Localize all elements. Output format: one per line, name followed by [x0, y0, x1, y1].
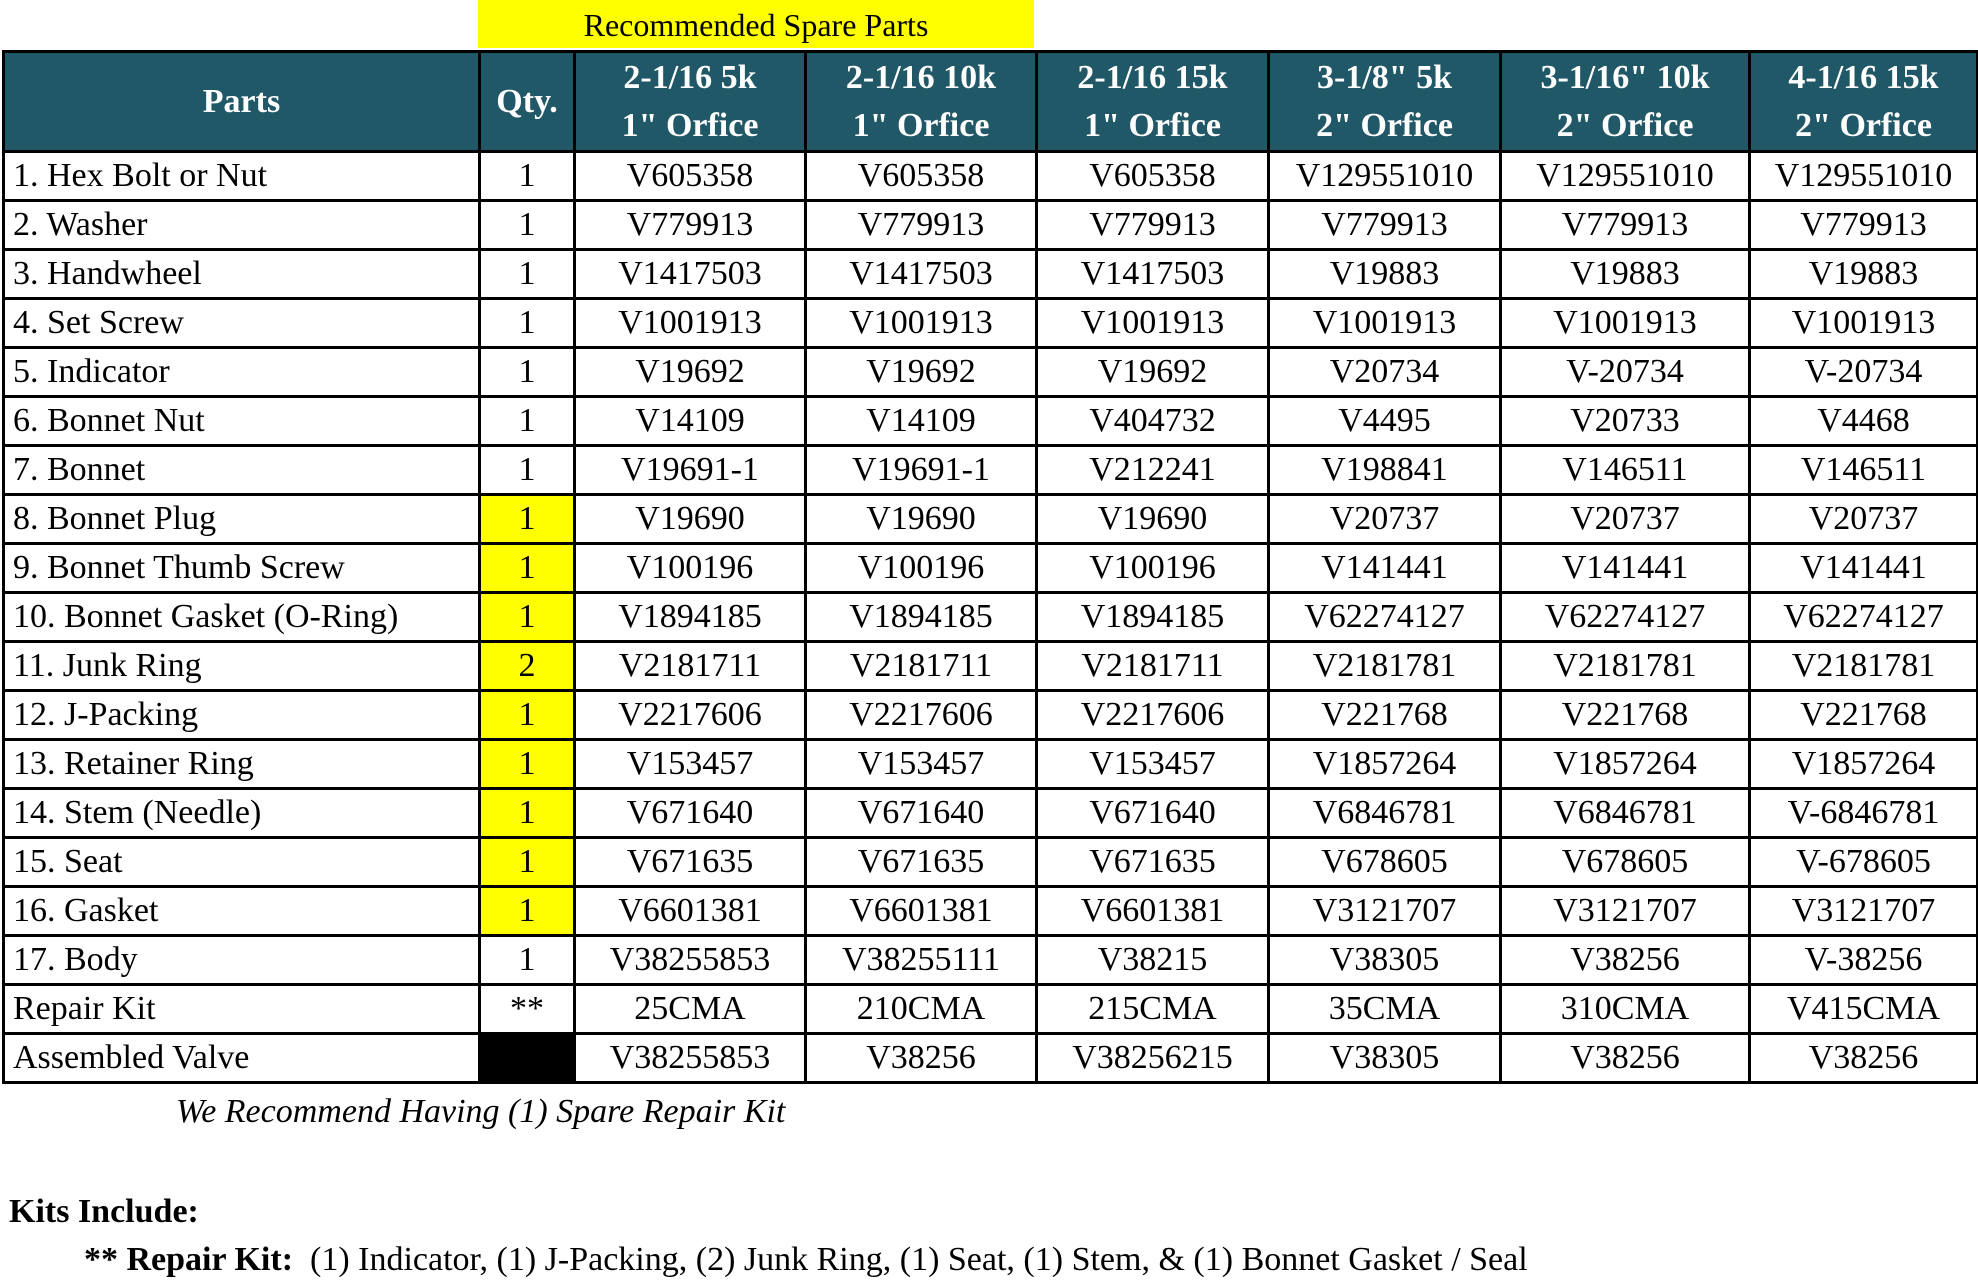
part-number-cell: V38255853	[575, 936, 806, 985]
header-size-line2: 2" Orfice	[1316, 106, 1453, 144]
part-number-cell: V779913	[1501, 201, 1750, 250]
qty-cell: 1	[480, 740, 575, 789]
part-number-cell: V38305	[1269, 936, 1501, 985]
header-size-3	[1037, 52, 1269, 152]
part-number-cell: V212241	[1037, 446, 1269, 495]
part-name-cell: 17. Body	[4, 936, 480, 985]
qty-cell: 1	[480, 397, 575, 446]
header-size-line2: 1" Orfice	[1084, 106, 1221, 144]
part-number-cell: V62274127	[1750, 593, 1978, 642]
part-number-cell: V671635	[575, 838, 806, 887]
part-number-cell: V-38256	[1750, 936, 1978, 985]
header-size-5	[1501, 52, 1750, 152]
part-number-cell: V415CMA	[1750, 985, 1978, 1034]
header-size-line2: 1" Orfice	[621, 106, 759, 144]
header-size-line2: 2" Orfice	[1556, 106, 1694, 144]
part-number-cell: V3121707	[1750, 887, 1978, 936]
part-number-cell: V19691-1	[575, 446, 806, 495]
table-row	[4, 936, 1978, 985]
part-number-cell: V146511	[1750, 446, 1978, 495]
header-size-line1: 2-1/16 15k	[1077, 58, 1228, 96]
part-number-cell: V1001913	[1269, 299, 1501, 348]
part-number-cell: V779913	[575, 201, 806, 250]
table-row	[4, 838, 1978, 887]
part-number-cell: V221768	[1501, 691, 1750, 740]
part-number-cell: V38256	[1501, 936, 1750, 985]
spare-parts-table	[2, 50, 1978, 1084]
part-number-cell: V19883	[1269, 250, 1501, 299]
part-number-cell: V1894185	[806, 593, 1037, 642]
part-number-cell: V20737	[1269, 495, 1501, 544]
table-row	[4, 593, 1978, 642]
table-row	[4, 446, 1978, 495]
qty-cell: 1	[480, 152, 575, 201]
table-row	[4, 789, 1978, 838]
part-number-cell: V146511	[1501, 446, 1750, 495]
table-row	[4, 985, 1978, 1034]
part-name-cell: 1. Hex Bolt or Nut	[4, 152, 480, 201]
part-number-cell: V779913	[1750, 201, 1978, 250]
table-row	[4, 201, 1978, 250]
part-number-cell: V100196	[806, 544, 1037, 593]
part-number-cell: V62274127	[1501, 593, 1750, 642]
part-number-cell: V129551010	[1750, 152, 1978, 201]
qty-cell: 1	[480, 936, 575, 985]
part-number-cell: V605358	[806, 152, 1037, 201]
qty-cell: 1	[480, 544, 575, 593]
part-number-cell: V671640	[575, 789, 806, 838]
part-number-cell: V2181711	[1037, 642, 1269, 691]
part-number-cell: V605358	[575, 152, 806, 201]
part-number-cell: V1857264	[1501, 740, 1750, 789]
part-number-cell: 210CMA	[806, 985, 1037, 1034]
part-number-cell: V153457	[575, 740, 806, 789]
header-size-line2: 2" Orfice	[1795, 106, 1932, 144]
part-number-cell: V2181781	[1269, 642, 1501, 691]
qty-cell: 1	[480, 691, 575, 740]
repair-kit-contents	[84, 1238, 1528, 1282]
header-size-line1: 2-1/16 5k	[623, 58, 757, 96]
table-row	[4, 887, 1978, 936]
part-number-cell: V19690	[575, 495, 806, 544]
part-number-cell: V1894185	[575, 593, 806, 642]
part-number-cell: V20733	[1501, 397, 1750, 446]
part-number-cell: V38256	[1750, 1034, 1978, 1083]
qty-cell: 1	[480, 495, 575, 544]
part-number-cell: V20737	[1501, 495, 1750, 544]
part-number-cell: V6601381	[1037, 887, 1269, 936]
part-number-cell: V2181781	[1501, 642, 1750, 691]
part-number-cell: V19883	[1501, 250, 1750, 299]
part-number-cell: V38255853	[575, 1034, 806, 1083]
qty-cell	[480, 1034, 575, 1083]
part-number-cell: V153457	[1037, 740, 1269, 789]
part-name-cell: 5. Indicator	[4, 348, 480, 397]
part-number-cell: V3121707	[1501, 887, 1750, 936]
header-size-line2: 1" Orfice	[852, 106, 990, 144]
header-size-line1: 4-1/16 15k	[1788, 58, 1939, 96]
table-row	[4, 299, 1978, 348]
part-number-cell: V141441	[1501, 544, 1750, 593]
part-number-cell: V129551010	[1501, 152, 1750, 201]
kits-include-heading: Kits Include:	[9, 1193, 199, 1230]
part-number-cell: V38215	[1037, 936, 1269, 985]
part-number-cell: V6846781	[1269, 789, 1501, 838]
part-name-cell: 7. Bonnet	[4, 446, 480, 495]
part-number-cell: V38255111	[806, 936, 1037, 985]
part-number-cell: V19692	[1037, 348, 1269, 397]
part-number-cell: V2217606	[806, 691, 1037, 740]
part-number-cell: V671640	[1037, 789, 1269, 838]
part-number-cell: V38256	[806, 1034, 1037, 1083]
part-number-cell: V20737	[1750, 495, 1978, 544]
part-number-cell: V19883	[1750, 250, 1978, 299]
part-number-cell: V1001913	[1501, 299, 1750, 348]
part-number-cell: V-20734	[1750, 348, 1978, 397]
part-number-cell: V404732	[1037, 397, 1269, 446]
qty-cell: 1	[480, 446, 575, 495]
part-number-cell: V678605	[1269, 838, 1501, 887]
part-number-cell: V38256215	[1037, 1034, 1269, 1083]
part-number-cell: V221768	[1750, 691, 1978, 740]
part-number-cell: 215CMA	[1037, 985, 1269, 1034]
table-row	[4, 691, 1978, 740]
part-name-cell: Assembled Valve	[4, 1034, 480, 1083]
part-number-cell: V6846781	[1501, 789, 1750, 838]
part-name-cell: 10. Bonnet Gasket (O-Ring)	[4, 593, 480, 642]
part-number-cell: V2181711	[806, 642, 1037, 691]
part-name-cell: 6. Bonnet Nut	[4, 397, 480, 446]
part-number-cell: V4495	[1269, 397, 1501, 446]
part-number-cell: V14109	[575, 397, 806, 446]
part-number-cell: V38305	[1269, 1034, 1501, 1083]
header-size-4	[1269, 52, 1501, 152]
part-number-cell: V221768	[1269, 691, 1501, 740]
part-number-cell: V-20734	[1501, 348, 1750, 397]
recommended-spare-parts-banner: Recommended Spare Parts	[478, 0, 1034, 48]
part-number-cell: V20734	[1269, 348, 1501, 397]
part-number-cell: V141441	[1269, 544, 1501, 593]
table-row	[4, 495, 1978, 544]
part-number-cell: V1001913	[806, 299, 1037, 348]
part-number-cell: V2217606	[575, 691, 806, 740]
part-number-cell: V678605	[1501, 838, 1750, 887]
table-row	[4, 544, 1978, 593]
part-number-cell: V129551010	[1269, 152, 1501, 201]
recommendation-note: We Recommend Having (1) Spare Repair Kit	[176, 1093, 786, 1130]
header-size-line1: 2-1/16 10k	[845, 58, 997, 96]
qty-cell: 1	[480, 838, 575, 887]
part-number-cell: V779913	[806, 201, 1037, 250]
part-number-cell: V2181781	[1750, 642, 1978, 691]
header-qty: Qty.	[480, 52, 575, 152]
part-number-cell: V4468	[1750, 397, 1978, 446]
part-number-cell: V-678605	[1750, 838, 1978, 887]
header-size-1	[575, 52, 806, 152]
part-number-cell: V100196	[1037, 544, 1269, 593]
part-number-cell: V6601381	[575, 887, 806, 936]
part-number-cell: 310CMA	[1501, 985, 1750, 1034]
header-size-6	[1750, 52, 1978, 152]
part-name-cell: 15. Seat	[4, 838, 480, 887]
part-number-cell: V1857264	[1269, 740, 1501, 789]
part-name-cell: 16. Gasket	[4, 887, 480, 936]
table-row	[4, 152, 1978, 201]
part-name-cell: 8. Bonnet Plug	[4, 495, 480, 544]
part-number-cell: V153457	[806, 740, 1037, 789]
part-number-cell: V19692	[575, 348, 806, 397]
qty-cell: 1	[480, 299, 575, 348]
part-number-cell: V779913	[1037, 201, 1269, 250]
part-number-cell: V1001913	[1750, 299, 1978, 348]
qty-cell: 1	[480, 348, 575, 397]
part-number-cell: 25CMA	[575, 985, 806, 1034]
part-name-cell: Repair Kit	[4, 985, 480, 1034]
part-number-cell: V1417503	[1037, 250, 1269, 299]
header-size-line1: 3-1/16" 10k	[1540, 58, 1710, 96]
qty-cell: 1	[480, 250, 575, 299]
part-number-cell: V19690	[806, 495, 1037, 544]
part-name-cell: 2. Washer	[4, 201, 480, 250]
header-parts: Parts	[4, 52, 480, 152]
part-number-cell: V671635	[1037, 838, 1269, 887]
part-number-cell: V1857264	[1750, 740, 1978, 789]
table-row	[4, 740, 1978, 789]
qty-cell: 1	[480, 593, 575, 642]
part-number-cell: V1894185	[1037, 593, 1269, 642]
table-row	[4, 397, 1978, 446]
part-number-cell: V1417503	[575, 250, 806, 299]
part-name-cell: 14. Stem (Needle)	[4, 789, 480, 838]
part-number-cell: V62274127	[1269, 593, 1501, 642]
table-body	[4, 152, 1978, 1083]
part-name-cell: 3. Handwheel	[4, 250, 480, 299]
qty-cell: 1	[480, 789, 575, 838]
part-number-cell: V779913	[1269, 201, 1501, 250]
table-row	[4, 250, 1978, 299]
qty-cell: 1	[480, 887, 575, 936]
part-number-cell: V2181711	[575, 642, 806, 691]
qty-cell: 1	[480, 201, 575, 250]
part-name-cell: 12. J-Packing	[4, 691, 480, 740]
part-number-cell: V1417503	[806, 250, 1037, 299]
part-number-cell: V19690	[1037, 495, 1269, 544]
part-number-cell: V3121707	[1269, 887, 1501, 936]
header-size-line1: 3-1/8" 5k	[1316, 58, 1453, 96]
part-number-cell: V1001913	[575, 299, 806, 348]
part-number-cell: V19692	[806, 348, 1037, 397]
part-number-cell: V6601381	[806, 887, 1037, 936]
part-number-cell: V198841	[1269, 446, 1501, 495]
part-name-cell: 11. Junk Ring	[4, 642, 480, 691]
part-number-cell: V2217606	[1037, 691, 1269, 740]
part-number-cell: V605358	[1037, 152, 1269, 201]
table-row	[4, 348, 1978, 397]
qty-cell: 2	[480, 642, 575, 691]
part-name-cell: 4. Set Screw	[4, 299, 480, 348]
part-number-cell: V1001913	[1037, 299, 1269, 348]
repair-kit-list: (1) Indicator, (1) J-Packing, (2) Junk Ring, (1) Seat, (1) Stem, & (1) Bonnet Gasket / Seal	[310, 1241, 1528, 1278]
part-number-cell: V141441	[1750, 544, 1978, 593]
part-number-cell: V671640	[806, 789, 1037, 838]
part-number-cell: V19691-1	[806, 446, 1037, 495]
table-row	[4, 642, 1978, 691]
part-number-cell: V671635	[806, 838, 1037, 887]
qty-cell: **	[480, 985, 575, 1034]
header-size-2	[806, 52, 1037, 152]
part-number-cell: V100196	[575, 544, 806, 593]
part-name-cell: 9. Bonnet Thumb Screw	[4, 544, 480, 593]
part-number-cell: 35CMA	[1269, 985, 1501, 1034]
table-row	[4, 1034, 1978, 1083]
part-number-cell: V14109	[806, 397, 1037, 446]
part-name-cell: 13. Retainer Ring	[4, 740, 480, 789]
table-header-row	[4, 52, 1978, 152]
part-number-cell: V38256	[1501, 1034, 1750, 1083]
part-number-cell: V-6846781	[1750, 789, 1978, 838]
repair-kit-label: ** Repair Kit:	[84, 1241, 294, 1278]
